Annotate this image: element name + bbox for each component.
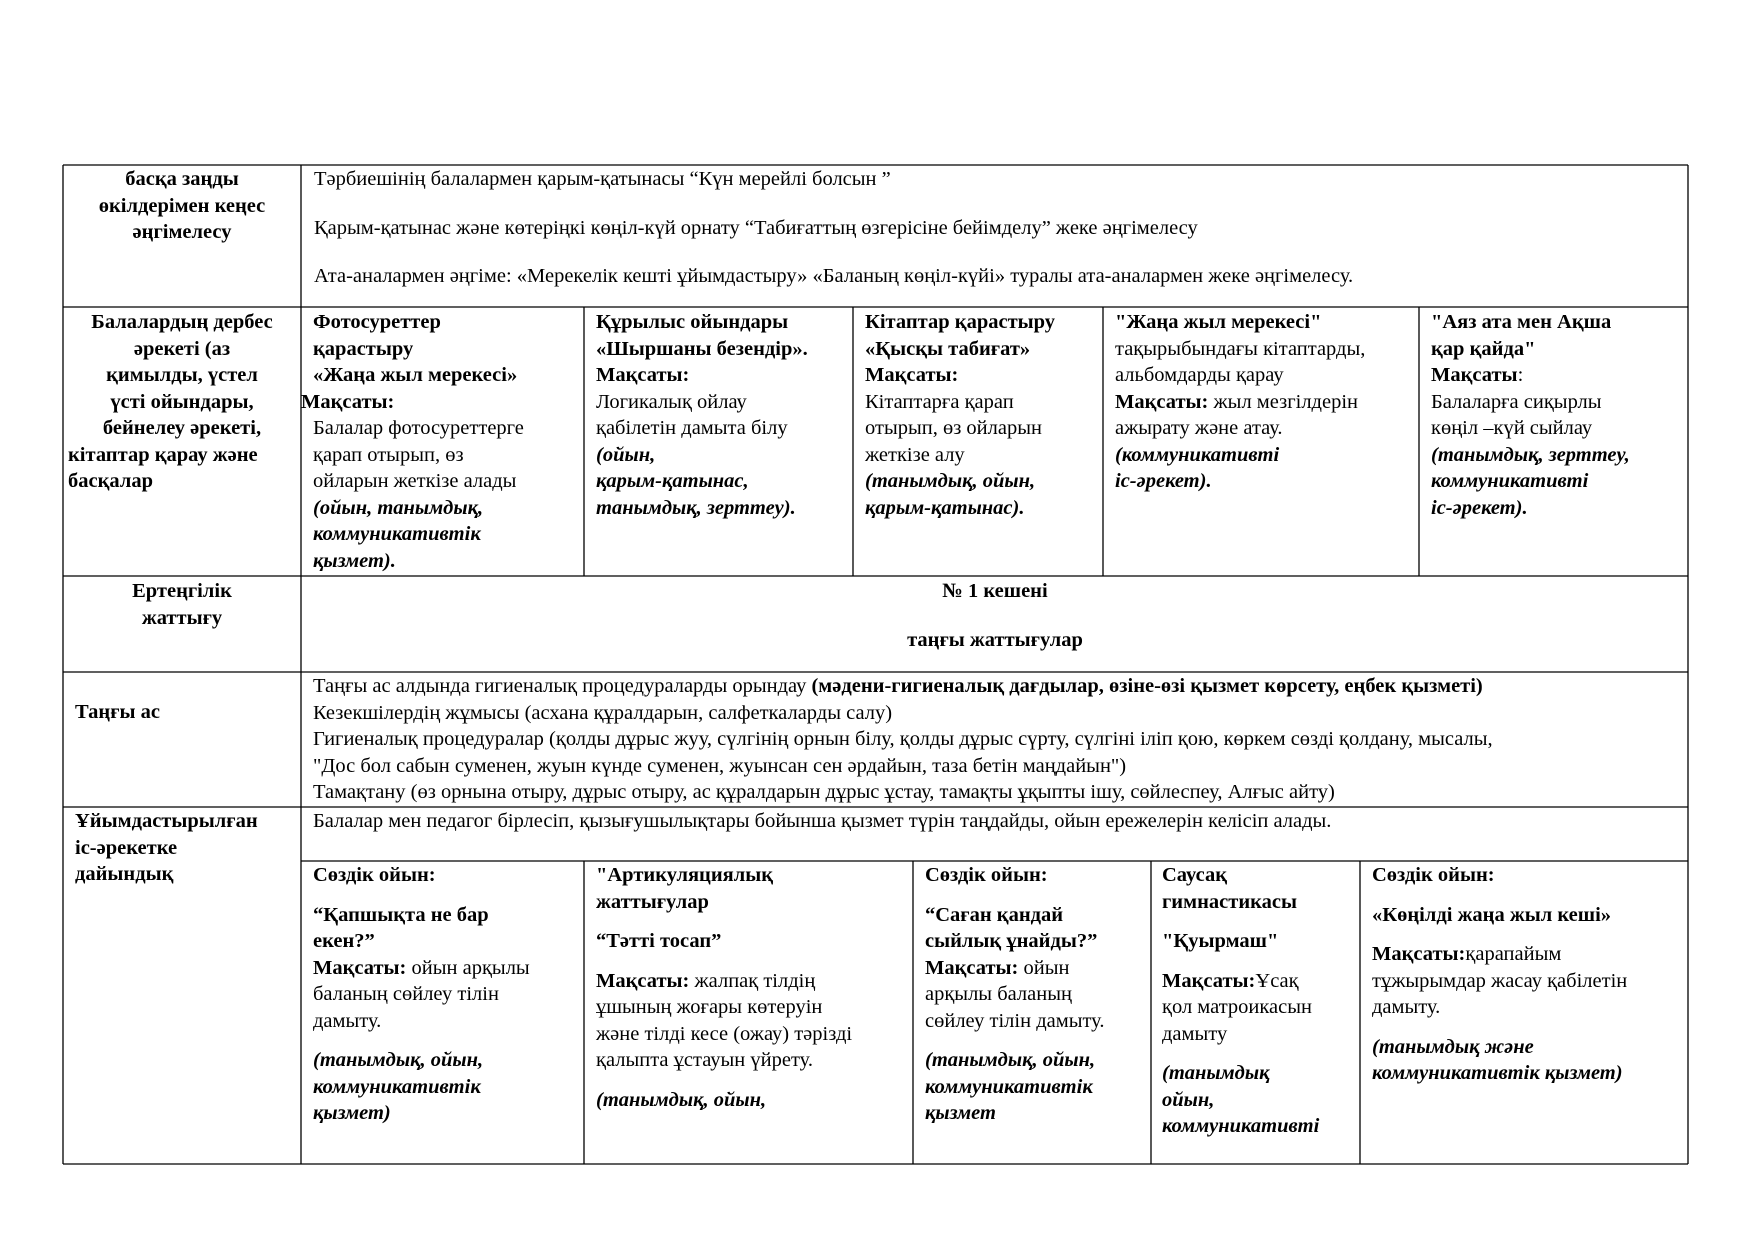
exercise-line: таңғы жаттығулар xyxy=(907,628,1083,651)
cell-body: көңіл –күй сыйлау xyxy=(1431,417,1593,439)
cell-body: қол матроикасын xyxy=(1162,996,1312,1018)
cell-subtitle: екен?” xyxy=(313,930,375,952)
goal-line xyxy=(596,968,910,995)
goal-line xyxy=(1372,941,1684,968)
prep-cell-2 xyxy=(596,862,910,1113)
cell-body: ажырату және атау. xyxy=(1115,417,1283,439)
cell-tags: (ойын, танымдық, xyxy=(313,496,484,519)
cell-body: Логикалық ойлау xyxy=(596,390,747,413)
cell-body: қабілетін дамыта білу xyxy=(596,417,788,439)
cell-body: Балаларға сиқырлы xyxy=(1431,390,1602,413)
cell-tags: ойын, xyxy=(1162,1088,1215,1111)
cell-tags: коммуникативтік xyxy=(925,1075,1093,1098)
goal-text: ойын арқылы xyxy=(406,956,530,979)
cell-body: қарап отырып, өз xyxy=(313,443,464,466)
label-line: Таңғы ас xyxy=(75,701,161,723)
cell-body: отырып, өз ойларын xyxy=(865,417,1042,439)
cell-title: Саусақ xyxy=(1162,864,1228,886)
goal-line xyxy=(1115,389,1415,416)
label-line: қимылды, үстел xyxy=(106,364,258,386)
label-line: Ұйымдастырылған xyxy=(75,810,258,832)
cell-tags: іс-әрекет). xyxy=(1115,470,1212,492)
cell-tags: (ойын, xyxy=(596,443,656,466)
cell-tags: қызмет) xyxy=(313,1102,391,1124)
label-line: жаттығу xyxy=(141,606,223,629)
cell-tags: коммуникативтік xyxy=(313,523,481,545)
cell-tags: (танымдық, ойын, xyxy=(925,1049,1096,1071)
prep-cell-1 xyxy=(313,862,581,1127)
cell-tags: коммуникативтік xyxy=(313,1075,481,1098)
row-label-prep xyxy=(75,808,299,888)
row-label-consult xyxy=(68,166,296,246)
prep-cell-3 xyxy=(925,862,1148,1127)
breakfast-line: Тамақтану (өз орнына отыру, дұрыс отыру, ас құралдарын дұрыс ұстау, тамақты ұқыпты ішу, сөйлеспеу, Алғыс айту) xyxy=(313,781,1335,803)
row-label-breakfast xyxy=(75,699,295,726)
cell-title: «Шыршаны безендір». xyxy=(596,337,808,360)
cell-body: және тілді кесе (ожау) тәрізді xyxy=(596,1022,853,1045)
cell-body: дамыту. xyxy=(313,1009,382,1032)
cell-body: қалыпта ұстауын үйрету. xyxy=(596,1049,813,1071)
label-line: дайындық xyxy=(75,863,174,885)
independent-cell-2 xyxy=(596,309,850,521)
independent-cell-5 xyxy=(1431,309,1683,521)
goal-text: қарапайым xyxy=(1465,943,1562,965)
independent-cell-4 xyxy=(1115,309,1415,495)
cell-tags: қарым-қатынас, xyxy=(596,470,749,492)
goal-text: Ұсақ xyxy=(1255,969,1299,992)
breakfast-line xyxy=(313,673,1685,700)
cell-tags: коммуникативті xyxy=(1162,1115,1320,1137)
label-line: іс-әрекетке xyxy=(75,836,178,859)
goal-text: : xyxy=(1517,364,1524,386)
goal-label: Мақсаты: xyxy=(865,364,959,386)
cell-tags: (коммуникативті xyxy=(1115,443,1280,466)
goal-label: Мақсаты: xyxy=(1162,969,1256,992)
cell-title: қарастыру xyxy=(313,337,414,360)
cell-intro: тақырыбындағы кітаптарды, xyxy=(1115,337,1366,360)
cell-tags: (танымдық, ойын, xyxy=(596,1088,767,1111)
goal-label: Мақсаты: xyxy=(313,956,407,979)
cell-body: Кітаптарға қарап xyxy=(865,390,1014,413)
breakfast-content xyxy=(313,673,1685,806)
row-label-exercise xyxy=(68,578,296,631)
goal-label: Мақсаты: xyxy=(596,969,690,992)
label-line: Балалардың дербес xyxy=(91,311,273,333)
cell-subtitle: “Тәтті тосап” xyxy=(596,930,722,952)
prep-cell-4 xyxy=(1162,862,1358,1140)
goal-label: Мақсаты: xyxy=(1115,390,1209,413)
goal-label: Мақсаты: xyxy=(1372,943,1466,965)
cell-tags: іс-әрекет). xyxy=(1431,496,1528,519)
cell-subtitle: “Саған қандай xyxy=(925,903,1064,926)
label-line: әрекеті (аз xyxy=(133,337,231,360)
breakfast-bold: (мәдени-гигиеналық дағдылар, өзіне-өзі қызмет көрсету, еңбек қызметі) xyxy=(811,675,1483,697)
goal-text: жыл мезгілдерін xyxy=(1208,390,1359,413)
cell-tags: (танымдық xyxy=(1162,1062,1270,1084)
cell-title: жаттығулар xyxy=(596,890,709,913)
cell-body: Балалар фотосуреттерге xyxy=(313,417,524,439)
cell-subtitle: «Көңілді жаңа жыл кеші» xyxy=(1372,903,1612,926)
cell-body: сөйлеу тілін дамыту. xyxy=(925,1009,1105,1032)
cell-body: ойларын жеткізе алады xyxy=(313,470,517,492)
cell-body: дамыту xyxy=(1162,1022,1228,1045)
cell-body: дамыту. xyxy=(1372,996,1441,1018)
goal-label: Мақсаты xyxy=(1431,364,1518,386)
prep-intro xyxy=(313,808,1685,835)
cell-tags: (танымдық, ойын, xyxy=(313,1049,484,1071)
prep-cell-5 xyxy=(1372,862,1684,1087)
label-line: басқалар xyxy=(68,470,153,492)
goal-text: ойын xyxy=(1018,956,1070,979)
cell-body: арқылы баланың xyxy=(925,983,1072,1005)
cell-body: тұжырымдар жасау қабілетін xyxy=(1372,969,1628,992)
cell-tags: (танымдық және xyxy=(1372,1035,1534,1058)
cell-tags: қызмет). xyxy=(313,549,396,572)
cell-subtitle: сыйлық ұнайды?” xyxy=(925,930,1098,952)
cell-title: "Артикуляциялық xyxy=(596,864,774,886)
cell-tags: (танымдық, ойын, xyxy=(865,470,1036,492)
goal-label: Мақсаты: xyxy=(925,956,1019,979)
cell-tags: коммуникативті xyxy=(1431,470,1589,492)
cell-tags: танымдық, зерттеу). xyxy=(596,496,796,519)
breakfast-line: Кезекшілердің жұмысы (асхана құралдарын, салфеткаларды салу) xyxy=(313,701,893,724)
consult-line: Ата-аналармен әңгіме: «Мерекелік кешті ұйымдастыру» «Баланың көңіл-күйі» туралы ата-аналармен жеке әңгімелесу. xyxy=(314,265,1354,287)
label-line: басқа заңды xyxy=(125,168,239,190)
consult-line: Тәрбиешінің балалармен қарым-қатынасы “Күн мерейлі болсын ” xyxy=(314,168,891,190)
goal-line xyxy=(1431,362,1683,389)
consult-line: Қарым-қатынас және көтеріңкі көңіл-күй орнату “Табиғаттың өзгерісіне бейімделу” жеке әңгімелесу xyxy=(314,216,1198,239)
label-line: өкілдерімен кеңес xyxy=(98,194,266,217)
cell-title: Кітаптар қарастыру xyxy=(865,311,1056,333)
cell-title: Сөздік ойын: xyxy=(1372,864,1495,886)
cell-tags: коммуникативтік қызмет) xyxy=(1372,1062,1623,1084)
exercise-content xyxy=(302,578,1688,653)
cell-title: қар қайда" xyxy=(1431,337,1536,360)
independent-cell-1 xyxy=(301,309,581,574)
breakfast-line: "Дос бол сабын суменен, жуын күнде суменен, жуынсан сен әрдайын, таза бетін маңдайын") xyxy=(313,754,1127,777)
cell-title: Құрылыс ойындары xyxy=(596,311,789,333)
cell-tags: қарым-қатынас). xyxy=(865,496,1025,519)
breakfast-line: Гигиеналық процедуралар (қолды дұрыс жуу, сүлгінің орнын білу, қолды дұрыс сүрту, сүлгіні іліп қою, көркем сөзді қолдану, мысалы, xyxy=(313,728,1493,750)
cell-subtitle: “Қапшықта не бар xyxy=(313,903,489,926)
cell-tags: қызмет xyxy=(925,1102,996,1124)
cell-body: баланың сөйлеу тілін xyxy=(313,983,499,1005)
goal-text: жалпақ тілдің xyxy=(689,969,816,992)
cell-intro: альбомдарды қарау xyxy=(1115,364,1284,386)
goal-line xyxy=(313,955,581,982)
cell-title: «Қысқы табиғат» xyxy=(865,337,1031,360)
cell-title: "Аяз ата мен Ақша xyxy=(1431,311,1612,333)
goal-line xyxy=(1162,968,1358,995)
prep-intro-line: Балалар мен педагог бірлесіп, қызығушылықтары бойынша қызмет түрін таңдайды, ойын ережелерін келісіп алады. xyxy=(313,810,1332,832)
label-line: әңгімелесу xyxy=(132,221,232,243)
label-line: үсті ойындары, xyxy=(110,390,254,413)
goal-label: Мақсаты: xyxy=(301,390,395,413)
breakfast-text: Таңғы ас алдында гигиеналық процедураларды орындау xyxy=(313,675,812,697)
label-line: кітаптар қарау және xyxy=(68,443,258,466)
cell-tags: (танымдық, зерттеу, xyxy=(1431,443,1630,466)
independent-cell-3 xyxy=(865,309,1100,521)
cell-subtitle: "Қуырмаш" xyxy=(1162,930,1279,952)
cell-title: Фотосуреттер xyxy=(313,311,441,333)
exercise-line: № 1 кешені xyxy=(942,580,1048,602)
goal-label: Мақсаты: xyxy=(596,364,690,386)
cell-body: жеткізе алу xyxy=(865,443,965,466)
cell-body: ұшының жоғары көтеруін xyxy=(596,996,823,1018)
cell-title: Сөздік ойын: xyxy=(313,864,436,886)
goal-line xyxy=(925,955,1148,982)
row-label-independent xyxy=(68,309,296,495)
consult-content xyxy=(314,166,1679,290)
cell-title: "Жаңа жыл мерекесі" xyxy=(1115,311,1322,333)
label-line: Ертеңгілік xyxy=(132,580,232,602)
cell-title: гимнастикасы xyxy=(1162,890,1297,913)
cell-title: «Жаңа жыл мерекесі» xyxy=(313,364,518,386)
cell-title: Сөздік ойын: xyxy=(925,864,1048,886)
label-line: бейнелеу әрекеті, xyxy=(102,417,262,439)
